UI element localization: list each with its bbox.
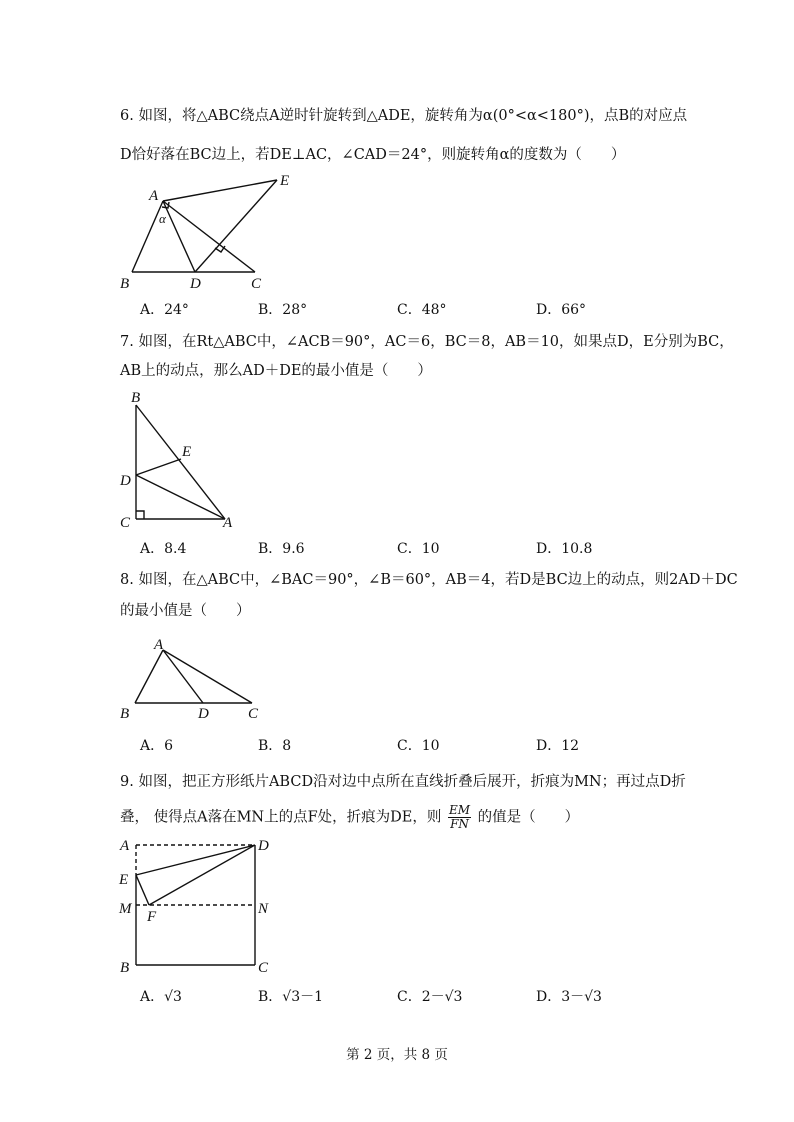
- q9-label-C: C: [258, 960, 269, 976]
- q9-text-1: 如图，把正方形纸片ABCD沿对边中点所在直线折叠后展开，折痕为MN；再过点D折: [138, 774, 686, 790]
- q6-label-D: D: [190, 276, 201, 292]
- q9-line-2: [120, 804, 579, 831]
- q7-label-B: B: [131, 390, 141, 406]
- q6-line-1: [120, 106, 687, 126]
- q6-option-a: A．24°: [140, 302, 189, 318]
- q8-option-c: C．10: [397, 738, 440, 754]
- q8-label-D: D: [198, 706, 209, 722]
- q9-number: 9.: [120, 774, 134, 790]
- q8-label-B: B: [120, 706, 130, 722]
- q9-text-2: 叠， 使得点A落在MN上的点F处，折痕为DE，则: [120, 809, 442, 826]
- q7-figure: [115, 385, 245, 535]
- q9-fraction: [448, 804, 471, 831]
- q8-label-C: C: [248, 706, 259, 722]
- q6-text-2: D恰好落在BC边上，若DE⊥AC，∠CAD＝24°，则旋转角α的度数为（ ）: [120, 147, 626, 163]
- q6-label-B: B: [120, 276, 130, 292]
- q7-number: 7.: [120, 334, 134, 350]
- q8-text-1: 如图，在△ABC中，∠BAC＝90°，∠B＝60°，AB＝4，若D是BC边上的动点，则2AD＋DC: [138, 572, 738, 588]
- q9-fraction-numerator: EM: [449, 803, 471, 817]
- q6-line-2: [120, 145, 625, 165]
- q8-line-1: [120, 570, 738, 590]
- q7-text-2: AB上的动点，那么AD＋DE的最小值是（ ）: [120, 363, 432, 379]
- q9-label-F: F: [147, 909, 157, 925]
- q7-text-1: 如图，在Rt△ABC中，∠ACB＝90°，AC＝6，BC＝8，AB＝10，如果点D，E分别为BC，: [138, 334, 734, 350]
- q9-label-M: M: [119, 901, 132, 917]
- q7-label-D: D: [120, 473, 131, 489]
- q6-label-A: A: [149, 188, 159, 204]
- q9-figure: [115, 835, 285, 980]
- q9-line-1: [120, 772, 686, 792]
- q7-label-E: E: [182, 444, 192, 460]
- q9-label-D: D: [258, 838, 269, 854]
- q9-label-B: B: [120, 960, 130, 976]
- q7-line-2: [120, 361, 432, 381]
- q6-label-alpha: α: [159, 211, 166, 226]
- q9-option-c: C．2－√3: [397, 989, 463, 1005]
- q8-label-A: A: [154, 637, 164, 653]
- q6-number: 6.: [120, 108, 134, 124]
- page-footer: 第 2 页，共 8 页: [346, 1047, 448, 1063]
- q9-fraction-denominator: FN: [450, 817, 469, 831]
- q7-option-d: D．10.8: [536, 541, 593, 557]
- q9-label-A: A: [120, 838, 130, 854]
- q6-text-1: 如图，将△ABC绕点A逆时针旋转到△ADE，旋转角为α(0°<α<180°)，点B的对应点: [138, 108, 688, 124]
- q6-option-b: B．28°: [258, 302, 308, 318]
- q8-option-a: A．6: [140, 738, 174, 754]
- q7-label-A: A: [223, 515, 233, 531]
- q9-label-E: E: [119, 872, 129, 888]
- q9-text-3: 的值是（ ）: [477, 809, 580, 826]
- q8-text-2: 的最小值是（ ）: [120, 603, 251, 619]
- q7-option-c: C．10: [397, 541, 440, 557]
- q8-number: 8.: [120, 572, 134, 588]
- q8-line-2: [120, 601, 251, 621]
- q8-figure: [115, 630, 275, 725]
- q6-label-E: E: [280, 173, 290, 189]
- q6-figure: [115, 168, 295, 293]
- q9-option-d: D．3－√3: [536, 989, 602, 1005]
- q8-option-b: B．8: [258, 738, 292, 754]
- q9-option-b: B．√3－1: [258, 989, 324, 1005]
- q9-label-N: N: [258, 901, 269, 917]
- q9-option-a: A．√3: [140, 989, 182, 1005]
- q6-option-c: C．48°: [397, 302, 447, 318]
- q7-option-b: B．9.6: [258, 541, 305, 557]
- q7-label-C: C: [120, 515, 131, 531]
- q7-line-1: [120, 332, 734, 352]
- q7-option-a: A．8.4: [140, 541, 187, 557]
- q8-option-d: D．12: [536, 738, 580, 754]
- q6-option-d: D．66°: [536, 302, 587, 318]
- q6-label-C: C: [251, 276, 262, 292]
